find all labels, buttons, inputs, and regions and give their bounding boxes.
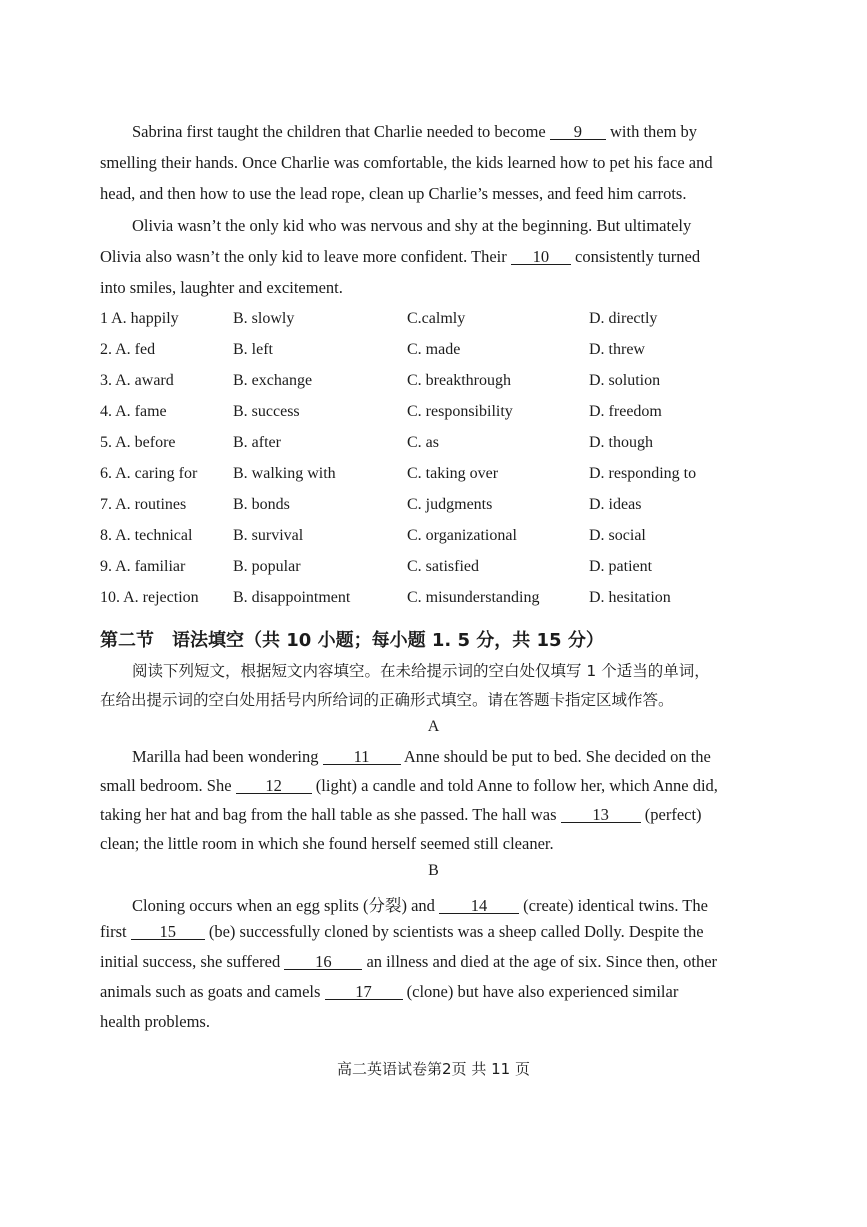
passage-text: Olivia also wasn’t the only kid to leave more confident. Their (100, 247, 507, 266)
passage-b-line (100, 922, 704, 942)
option-a: 3. A. award (100, 372, 174, 389)
instructions-line: 阅读下列短文，根据短文内容填空。在未给提示词的空白处仅填写 1 个适当的单词， (132, 662, 710, 680)
option-a: 6. A. caring for (100, 465, 198, 482)
option-a: 1 A. happily (100, 310, 179, 327)
option-b: B. slowly (233, 310, 295, 327)
option-d: D. though (589, 434, 653, 451)
section-heading: 第二节 语法填空（共 10 小题；每小题 1. 5 分，共 15 分） (100, 630, 604, 651)
passage-line: into smiles, laughter and excitement. (100, 278, 343, 297)
option-d: D. threw (589, 341, 645, 358)
passage-line (100, 247, 700, 267)
passage-b-line: health problems. (100, 1012, 210, 1031)
passage-b-line (100, 982, 678, 1002)
option-a: 8. A. technical (100, 527, 193, 544)
passage-label-b: B (428, 862, 439, 879)
option-b: B. bonds (233, 496, 290, 513)
option-b: B. success (233, 403, 300, 420)
passage-text: (clone) but have also experienced similar (406, 982, 679, 1001)
passage-text: Anne should be put to bed. She decided on the (403, 747, 711, 766)
option-b: B. left (233, 341, 273, 358)
passage-line: smelling their hands. Once Charlie was comfortable, the kids learned how to pet his face and (100, 153, 713, 172)
passage-text: animals such as goats and camels (100, 982, 321, 1001)
option-c: C. responsibility (407, 403, 513, 420)
option-a: 7. A. routines (100, 496, 187, 513)
option-d: D. social (589, 527, 646, 544)
passage-text: small bedroom. She (100, 776, 232, 795)
option-a: 2. A. fed (100, 341, 156, 358)
option-b: B. survival (233, 527, 304, 544)
option-c: C. organizational (407, 527, 517, 544)
option-a: 5. A. before (100, 434, 176, 451)
blank-11: 11 (323, 749, 401, 765)
option-c: C. made (407, 341, 461, 358)
blank-14: 14 (439, 898, 519, 914)
option-b: B. after (233, 434, 281, 451)
option-d: D. hesitation (589, 589, 671, 606)
passage-text: (be) successfully cloned by scientists was a sheep called Dolly. Despite the (208, 922, 704, 941)
blank-17: 17 (325, 984, 403, 1000)
passage-text: Cloning occurs when an egg splits (分裂) and (132, 896, 435, 915)
passage-line: Olivia wasn’t the only kid who was nervous and shy at the beginning. But ultimately (132, 216, 692, 235)
option-c: C. taking over (407, 465, 499, 482)
option-d: D. solution (589, 372, 661, 389)
option-a: 10. A. rejection (100, 589, 199, 606)
option-d: D. responding to (589, 465, 697, 482)
option-d: D. patient (589, 558, 653, 575)
page-footer: 高二英语试卷第2页 共 11 页 (337, 1060, 530, 1078)
passage-line: head, and then how to use the lead rope, clean up Charlie’s messes, and feed him carrots. (100, 184, 687, 203)
option-d: D. directly (589, 310, 658, 327)
blank-15: 15 (131, 924, 205, 940)
option-b: B. popular (233, 558, 301, 575)
passage-b-line (100, 952, 717, 972)
option-c: C. misunderstanding (407, 589, 540, 606)
blank-10: 10 (511, 249, 571, 265)
option-c: C. as (407, 434, 439, 451)
passage-text: first (100, 922, 127, 941)
passage-text: (light) a candle and told Anne to follow her, which Anne did, (315, 776, 718, 795)
passage-a-line (100, 805, 702, 825)
passage-a-line: clean; the little room in which she found herself seemed still cleaner. (100, 834, 554, 853)
option-c: C. judgments (407, 496, 493, 513)
passage-text: (create) identical twins. The (523, 896, 708, 915)
passage-a-line (100, 776, 718, 796)
passage-text: Sabrina first taught the children that Charlie needed to become (132, 122, 546, 141)
passage-text: (perfect) (644, 805, 702, 824)
passage-text: with them by (609, 122, 698, 141)
option-c: C. satisfied (407, 558, 479, 575)
passage-text: initial success, she suffered (100, 952, 281, 971)
passage-a-line (132, 747, 711, 767)
option-a: 4. A. fame (100, 403, 167, 420)
option-b: B. disappointment (233, 589, 351, 606)
passage-text: Marilla had been wondering (132, 747, 319, 766)
option-d: D. ideas (589, 496, 642, 513)
option-a: 9. A. familiar (100, 558, 186, 575)
passage-line (132, 122, 697, 142)
passage-b-line (132, 892, 708, 916)
passage-text: consistently turned (575, 247, 701, 266)
option-b: B. walking with (233, 465, 336, 482)
blank-9: 9 (550, 124, 606, 140)
blank-13: 13 (561, 807, 641, 823)
option-d: D. freedom (589, 403, 662, 420)
instructions-line: 在给出提示词的空白处用括号内所给词的正确形式填空。请在答题卡指定区域作答。 (100, 691, 674, 709)
passage-text: taking her hat and bag from the hall table as she passed. The hall was (100, 805, 557, 824)
passage-text: an illness and died at the age of six. Since then, other (366, 952, 718, 971)
blank-16: 16 (284, 954, 362, 970)
option-c: C.calmly (407, 310, 466, 327)
option-b: B. exchange (233, 372, 313, 389)
option-c: C. breakthrough (407, 372, 511, 389)
blank-12: 12 (236, 778, 312, 794)
passage-label-a: A (427, 718, 440, 735)
